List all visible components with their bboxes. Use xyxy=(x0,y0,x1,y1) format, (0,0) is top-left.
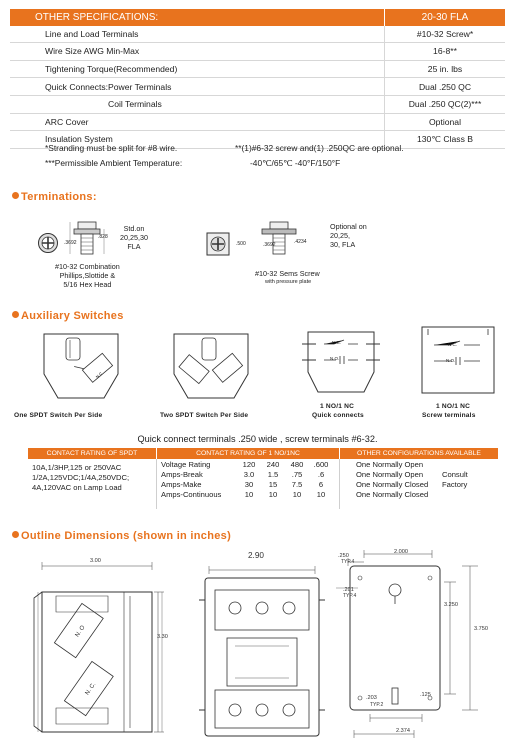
spec-value: 130℃ Class B xyxy=(385,131,506,149)
spec-value: Dual .250 QC xyxy=(385,78,506,96)
spec-value: 16-8** xyxy=(385,43,506,61)
config-line: One Normally Closed xyxy=(356,490,429,499)
dimension-label: .125 xyxy=(420,692,431,698)
spec-row xyxy=(10,78,505,96)
outline-mounting-view-drawing xyxy=(330,548,490,744)
aux-caption-quick-connect: 1 NO/1 NC xyxy=(320,403,355,410)
combination-screw-label: #10-32 Combination Phillips,Slottide & 5/16 Hex Head xyxy=(55,262,120,289)
dimension-label: 3.30 xyxy=(157,634,168,640)
screw-head-icon xyxy=(37,232,59,254)
divider xyxy=(339,459,340,509)
contact-header-nonc: CONTACT RATING OF 1 NO/1NC xyxy=(157,448,339,459)
spec-row xyxy=(10,95,505,113)
spec-header-row xyxy=(10,9,505,26)
rating-line: 1/2A,125VDC;1/4A,250VDC; xyxy=(32,473,130,482)
section-title-terminations: Terminations: xyxy=(12,191,97,203)
spec-label: Coil Terminals xyxy=(10,95,385,113)
sems-screw-top-icon xyxy=(206,232,230,256)
spec-label: Wire Size AWG Min-Max xyxy=(10,43,385,61)
outline-side-view-drawing xyxy=(12,552,182,742)
contact-header-spdt: CONTACT RATING OF SPDT xyxy=(28,448,156,459)
volt-row: Amps-Break 3.0 1.5 .75 .6 xyxy=(161,470,325,479)
rating-line: 10A,1/3HP,125 or 250VAC xyxy=(32,463,122,472)
spec-header-label: OTHER SPECIFICATIONS: xyxy=(10,9,385,26)
sems-screw-label: #10-32 Sems Screw xyxy=(255,269,320,278)
dimension-label: TYP.4 xyxy=(343,593,357,599)
spec-row xyxy=(10,113,505,131)
dimension-label: .3692 xyxy=(64,240,77,246)
spec-value: 25 in. lbs xyxy=(385,60,506,78)
quick-connect-note: Quick connect terminals .250 wide , screw terminals #6-32. xyxy=(137,434,378,444)
nonc-ratings xyxy=(161,460,333,500)
factory-text: Factory xyxy=(442,480,468,489)
volt-row: Amps-Continuous 10 10 10 10 xyxy=(161,490,326,499)
dimension-label: .201 xyxy=(343,587,354,593)
aux-caption-two-spdt: Two SPDT Switch Per Side xyxy=(160,412,249,419)
spdt-ratings xyxy=(32,463,129,493)
std-label: Std.on 20,25,30 FLA xyxy=(120,224,148,251)
aux-caption-screw: 1 NO/1 NC xyxy=(436,403,471,410)
dimension-label: .3692 xyxy=(263,242,276,248)
dimension-label: .250 xyxy=(338,553,349,559)
spdt-two-per-side-diagram xyxy=(170,330,252,402)
spec-value: Optional xyxy=(385,113,506,131)
volt-row: Amps-Make 30 15 7.5 6 xyxy=(161,480,324,489)
consult-text: Consult xyxy=(442,470,468,479)
dimension-label: 3.00 xyxy=(90,558,101,564)
nonc-quick-connect-diagram xyxy=(300,330,382,396)
dimension-label: 2.000 xyxy=(394,549,408,555)
aux-caption-one-spdt: One SPDT Switch Per Side xyxy=(14,412,103,419)
spec-header-value: 20-30 FLA xyxy=(385,9,506,26)
config-line: One Normally Open xyxy=(356,460,424,469)
dimension-label: .4234 xyxy=(294,239,307,245)
dimension-label: .203 xyxy=(366,695,377,701)
dimension-label: .828 xyxy=(98,234,108,240)
spec-value: Dual .250 QC(2)*** xyxy=(385,95,506,113)
contact-header-other: OTHER CONFIGURATIONS AVAILABLE xyxy=(340,448,498,459)
aux-caption-quick-connect-sub: Quick connects xyxy=(312,412,364,419)
note-text: **(1)#6-32 screw and(1) .250QC are optional. xyxy=(235,143,404,153)
bullet-icon xyxy=(12,531,19,538)
note-text: *Stranding must be split for #8 wire. xyxy=(45,143,178,153)
svg-text:N. C.: N. C. xyxy=(84,681,98,697)
note-text: -40℃/65℃ -40°F/150°F xyxy=(250,158,341,168)
svg-text:N. O: N. O xyxy=(74,624,87,639)
dimension-label: 3.750 xyxy=(474,626,488,632)
nonc-screw-terminal-diagram xyxy=(420,325,496,397)
section-title-auxiliary: Auxiliary Switches xyxy=(12,310,124,322)
ambient-note xyxy=(45,158,341,168)
spec-label: Tightening Torque(Recommended) xyxy=(10,60,385,78)
spec-row xyxy=(10,26,505,43)
dimension-label: 2.90 xyxy=(248,551,264,560)
dimension-label: 2.374 xyxy=(396,728,410,734)
svg-text:N.C: N.C xyxy=(94,370,104,380)
spec-label: Insulation System xyxy=(10,131,385,149)
spdt-one-per-side-diagram xyxy=(40,330,122,402)
spec-row xyxy=(10,43,505,61)
bullet-icon xyxy=(12,311,19,318)
dimension-label: .500 xyxy=(236,241,246,247)
aux-caption-screw-sub: Screw terminals xyxy=(422,412,476,419)
spec-label: ARC Cover xyxy=(10,113,385,131)
nc-label: N.C. xyxy=(448,342,457,347)
no-label: N.O. xyxy=(330,356,340,361)
sems-screw-sublabel: with pressure plate xyxy=(265,279,312,285)
spec-label: Quick Connects:Power Terminals xyxy=(10,78,385,96)
stranding-note xyxy=(45,143,404,153)
dimension-label: 3.250 xyxy=(444,602,458,608)
specifications-table xyxy=(10,9,505,149)
dimension-label: TYP.2 xyxy=(370,702,384,708)
bullet-icon xyxy=(12,192,19,199)
other-configurations xyxy=(356,460,468,500)
optional-label: Optional on 20,25, 30, FLA xyxy=(330,222,367,249)
outline-front-view-drawing xyxy=(195,560,330,745)
divider xyxy=(156,459,157,509)
spec-value: #10-32 Screw* xyxy=(385,26,506,43)
note-text: ***Permissible Ambient Temperature: xyxy=(45,158,183,168)
spec-label: Line and Load Terminals xyxy=(10,26,385,43)
config-line: One Normally Open xyxy=(356,470,424,479)
no-label: N.O. xyxy=(446,358,456,363)
dimension-label: TYP.4 xyxy=(341,559,355,565)
section-title-outline: Outline Dimensions (shown in inches) xyxy=(12,530,231,542)
spec-row xyxy=(10,60,505,78)
nc-label: N.C. xyxy=(332,340,341,345)
config-line: One Normally Closed xyxy=(356,480,429,489)
rating-line: 4A,120VAC on Lamp Load xyxy=(32,483,122,492)
volt-row: Voltage Rating 120 240 480 .600 xyxy=(161,460,329,469)
